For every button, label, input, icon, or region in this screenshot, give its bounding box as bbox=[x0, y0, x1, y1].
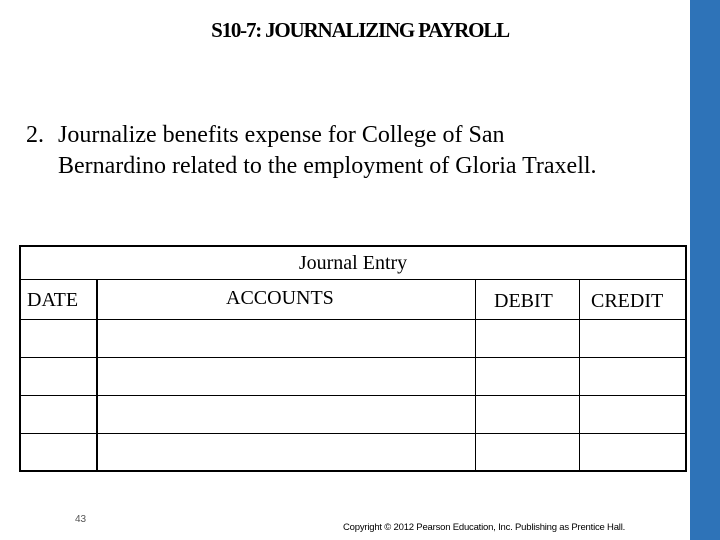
instruction-text bbox=[26, 120, 686, 182]
column-header-accounts: ACCOUNTS bbox=[226, 287, 334, 309]
account-cell[interactable] bbox=[98, 358, 475, 395]
slide-title: S10-7: JOURNALIZING PAYROLL bbox=[211, 18, 509, 42]
column-header-debit: DEBIT bbox=[494, 290, 553, 312]
account-cell[interactable] bbox=[98, 434, 475, 470]
table-row bbox=[21, 358, 685, 395]
copyright-notice: Copyright © 2012 Pearson Education, Inc. Publishing as Prentice Hall. bbox=[343, 522, 626, 533]
account-cell[interactable] bbox=[98, 320, 475, 357]
instruction-line-1: Journalize benefits expense for College of San bbox=[58, 122, 505, 148]
instruction-number: 2. bbox=[26, 122, 44, 148]
column-header-credit: CREDIT bbox=[591, 290, 664, 312]
accent-side-bar bbox=[690, 0, 720, 540]
account-cell[interactable] bbox=[98, 396, 475, 433]
instruction-line-2: Bernardino related to the employment of Gloria Traxell. bbox=[58, 153, 597, 179]
date-cell[interactable] bbox=[21, 358, 96, 395]
column-header-date: DATE bbox=[27, 289, 79, 311]
debit-cell[interactable] bbox=[476, 434, 579, 470]
page-number: 43 bbox=[75, 514, 87, 525]
table-row bbox=[21, 434, 685, 470]
table-row bbox=[21, 320, 685, 357]
date-cell[interactable] bbox=[21, 396, 96, 433]
credit-cell[interactable] bbox=[580, 320, 685, 357]
debit-cell[interactable] bbox=[476, 396, 579, 433]
credit-cell[interactable] bbox=[580, 358, 685, 395]
credit-cell[interactable] bbox=[580, 396, 685, 433]
journal-caption: Journal Entry bbox=[21, 247, 685, 280]
journal-entry-table bbox=[19, 245, 687, 472]
debit-cell[interactable] bbox=[476, 358, 579, 395]
debit-cell[interactable] bbox=[476, 320, 579, 357]
table-row bbox=[21, 396, 685, 433]
credit-cell[interactable] bbox=[580, 434, 685, 470]
date-cell[interactable] bbox=[21, 434, 96, 470]
date-cell[interactable] bbox=[21, 320, 96, 357]
